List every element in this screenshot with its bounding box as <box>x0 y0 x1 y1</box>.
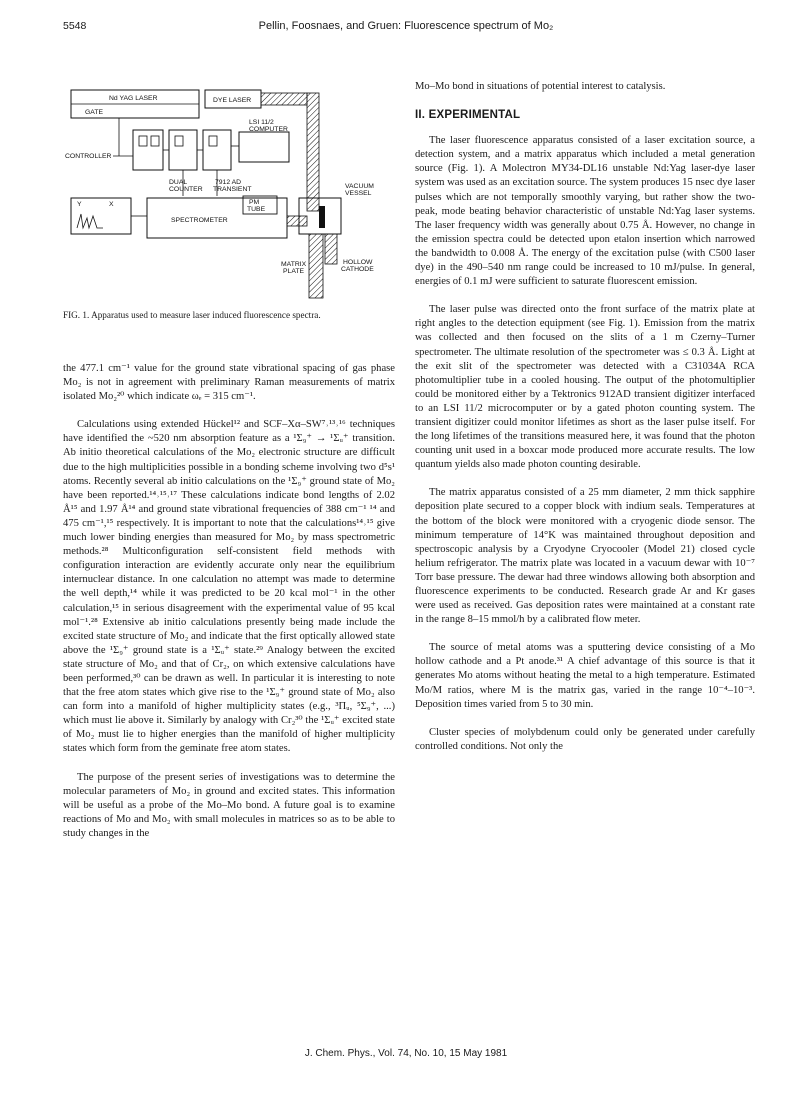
counter-label: COUNTER <box>169 186 203 193</box>
hollow-label: HOLLOW <box>343 259 373 266</box>
journal-citation: J. Chem. Phys., Vol. 74, No. 10, 15 May 1981 <box>304 1048 508 1059</box>
lsi-label: LSI 11/2 <box>249 119 274 126</box>
transient-label: TRANSIENT <box>213 186 252 193</box>
gate-label: GATE <box>85 109 104 116</box>
hollow-cathode <box>325 234 337 264</box>
laser-beam-vertical <box>307 93 319 211</box>
right-paragraph-1: The laser fluorescence apparatus consisted of a laser excitation source, a detection system, and a matrix apparatus which included a metal generation source (Fig. 1). A Molectron MY34-DL16 unstable Nd:Yag laser-dye laser system was used as an excitation source. The system produces 15 nsec dye laser pulses which are not temporally smoothly varying, but rather show the two-peak, mode beating behavior characteristic of unstable Nd:Yag laser systems. The laser frequency width was generally about 0.75 Å. However, no change in the emission spectra could be detected upon etalon insertion which narrowed the bandwidth to 0.008 Å. The energy of the excitation pulse (with C500 laser dye) in the 490–540 nm range could be increased to 10 mJ/pulse. In general, energies of 0.1 mJ were sufficient to saturate fluorescent emission. <box>415 135 755 288</box>
right-paragraph-3: The matrix apparatus consisted of a 25 mm diameter, 2 mm thick sapphire deposition plate secured to a copper block with indium seals. Temperatures at the bottom of the block were monitored with a cryogenic diode sensor. The minimum temperature of 14°K was maintained throughout deposition and spectroscopic analysis by a Cryodyne Cryocooler (Model 21) closed cycle helium refrigerator. The matrix plate was located in a vacuum dewar with 10⁻⁷ Torr base pressure. The dewar had three windows allowing both absorption and fluorescence experiments to be conducted. Research grade Ar and Kr gases were used as received. Gas deposition rates were maintained at a constant rate in the range 8–15 mmol/h by a calibrated flow meter. <box>415 487 755 626</box>
y-label: Y <box>77 201 82 208</box>
matrix-plate <box>319 206 325 228</box>
right-paragraph-5: Cluster species of molybdenum could only be generated under carefully controlled conditions. Not only the <box>415 726 755 752</box>
nd-yag-label: Nd YAG LASER <box>109 95 158 102</box>
cold-finger <box>309 234 323 298</box>
controller-label: CONTROLLER <box>65 153 112 160</box>
right-paragraph-2: The laser pulse was directed onto the front surface of the matrix plate at right angles to the detection equipment (see Fig. 1). Emission from the matrix was collected and then focused on the slits of a 1 m Czerny–Turner spectrometer. The ultimate resolution of the spectrometer was ≤ 0.3 Å. Light at the exit slit of the spectrometer was detected with a C31034A RCA photomultiplier tube in a cooled housing. The output of the photomultiplier could be monitored either by a Tektronics 912AD transient digitizer interfaced to an LSI 11/2 microcomputer or by a gated photon counting system. The transient digitizer could monitor lifetimes as short as the laser pulse itself. For the long lifetimes of the transitions measured here, it was found that the photon counting unit used in a boxcar mode produced more accurate results. The low quantum yields also made photon counting desirable. <box>415 304 755 471</box>
tube-label: TUBE <box>247 206 266 213</box>
right-paragraph-0: Mo–Mo bond in situations of potential interest to catalysis. <box>415 81 666 92</box>
emission-path <box>287 216 307 226</box>
dye-laser-label: DYE LASER <box>213 97 252 104</box>
lsi-computer-box <box>239 132 289 162</box>
ad-label: 7912 AD <box>215 179 242 186</box>
apparatus-diagram <box>63 80 395 312</box>
right-paragraph-4: The source of metal atoms was a sputtering device consisting of a Mo hollow cathode and a Pt anode.³¹ A chief advantage of this source is that it generates Mo atoms without heating the metal to a high temperature. Estimated Mo/M ratios, where M is the matrix gas, varied in the range 10⁻⁴–10⁻³. Deposition times varied from 5 to 30 min. <box>415 642 755 710</box>
section-heading: II. EXPERIMENTAL <box>415 109 521 122</box>
x-label: X <box>109 201 114 208</box>
page-number: 5548 <box>63 20 87 32</box>
matrix-label: MATRIX <box>281 261 307 268</box>
signal-trace <box>77 214 103 228</box>
pm-label: PM <box>249 199 260 206</box>
spectrometer-label: SPECTROMETER <box>171 217 228 224</box>
running-head: Pellin, Foosnaes, and Gruen: Fluorescence spectrum of Mo₂ <box>258 20 554 32</box>
laser-beam-horizontal <box>261 93 307 105</box>
left-paragraph-2: Calculations using extended Hückel¹² and SCF–Xα–SW⁷˒¹³˒¹⁶ techniques have identified the ~520 nm absorption feature as a ¹Σ₉⁺ → ¹Σᵤ⁺ transition. Ab initio theoretical calculations of the Mo₂ electronic structure are difficult due to the high multiplicities possible in a bonding scheme involving two d⁵s¹ atoms. Recently several ab initio calculations on the ¹Σ₉⁺ ground state of Mo₂ have been reported.¹⁴˒¹⁵˒¹⁷ These calculations indicate bond lengths of 2.02 Å¹⁵ and 1.97 Å¹⁴ and ground state vibrational frequencies of 388 cm⁻¹ ¹⁴ and 475 cm⁻¹,¹⁵ respectively. It is important to note that the calculations¹⁴˒¹⁵ give much lower binding energies than measured for Mo₂ by mass spectrometric methods.²⁸ Multiconfiguration self-consistent field methods with configuration interaction are evidently accurate only near the equilibrium internuclear distance. In one calculation no attempt was made to determine the well depth,¹⁴ while it was predicted to be 20 kcal mol⁻¹ in the other calculation,¹⁵ in serious disagreement with the experimental value of 95 kcal mol⁻¹.²⁸ Extensive ab initio calculations presently being made include the excited state structure of Mo₂ and indicate that the first optically allowed state above the ¹Σ₉⁺ ground state is a ¹Σᵤ⁺ state.²⁹ Analogy between the excited state structure of Mo₂ and that of Cr₂, on which extensive calculations have been performed,³⁰ can be drawn as well. In particular it is interesting to note that the free atom states which give rise to the ¹Σ₉⁺ ground state of Mo₂ also can form into a manifold of higher multiplicity states (e.g., ³Πᵤ, ⁵Σ₉⁺, ...) which must lie above it. Similarly by analogy with Cr₂³⁰ the ¹Σᵤ⁺ excited state of Mo₂ must lie to higher energies than the manifold of higher multiplicity states which form from the geminate free atom states. <box>63 419 395 755</box>
figure-caption: FIG. 1. Apparatus used to measure laser induced fluorescence spectra. <box>63 310 321 320</box>
left-paragraph-1: the 477.1 cm⁻¹ value for the ground state vibrational spacing of gas phase Mo₂ is not in agreement with preliminary Raman measurements of matrix isolated Mo₂²⁰ which indicate ωₑ = 315 cm⁻¹. <box>63 363 395 403</box>
right-column <box>415 80 755 768</box>
plate-label: PLATE <box>283 268 305 275</box>
dual-label: DUAL <box>169 179 188 186</box>
apparatus-figure <box>63 80 395 312</box>
vessel-label: VESSEL <box>345 190 372 197</box>
cathode-label: CATHODE <box>341 266 374 273</box>
computer-label-2: COMPUTER <box>249 126 288 133</box>
left-column <box>63 362 395 855</box>
left-paragraph-3: The purpose of the present series of investigations was to determine the molecular parameters of Mo₂ in ground and excited states. This information will be useful as a probe of the Mo–Mo bond. A future goal is to examine reactions of Mo and Mo₂ with small molecules in matrices so as to be able to study changes in the <box>63 771 395 839</box>
vacuum-label: VACUUM <box>345 183 374 190</box>
